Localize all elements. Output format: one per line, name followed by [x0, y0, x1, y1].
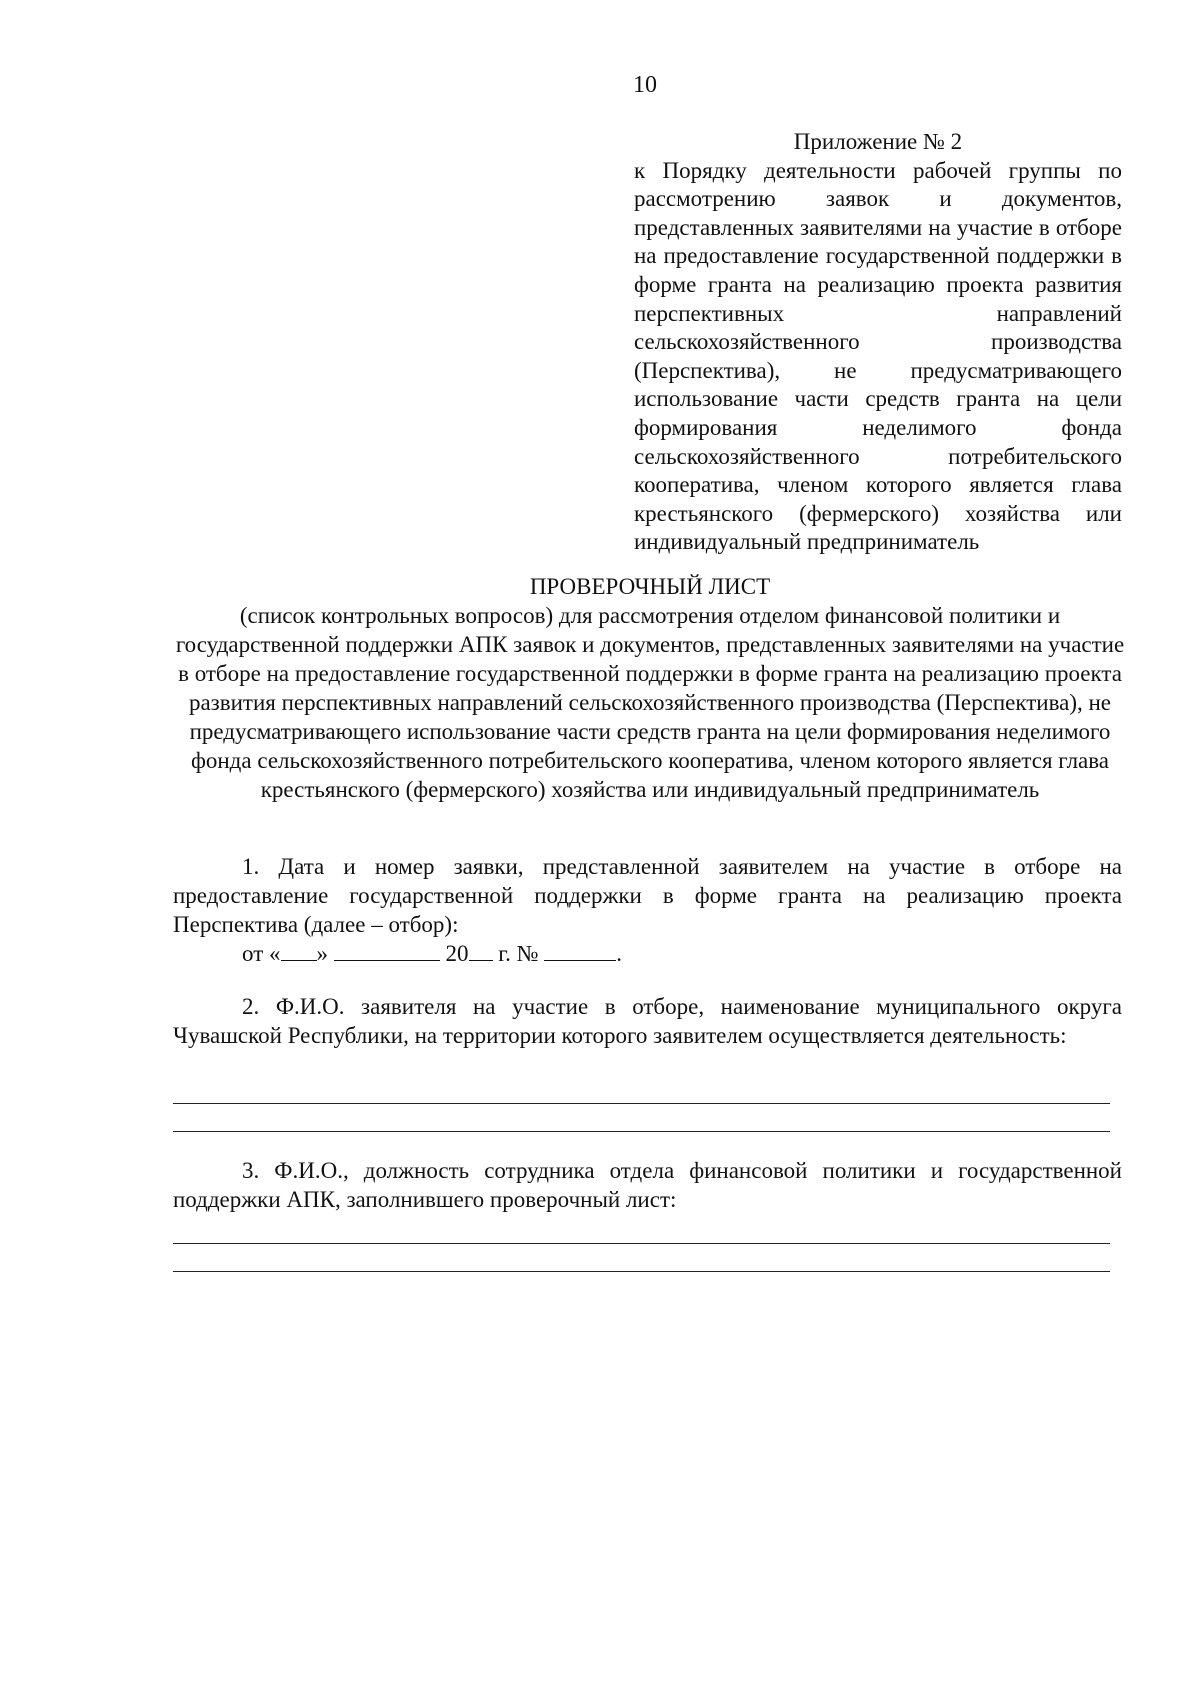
item-3 — [173, 1156, 1122, 1214]
appendix-text: к Порядку деятельности рабочей группы по рассмотрению заявок и документов, представленных заявителями на участие в отборе на предоставление государственной поддержки в форме гранта на реализацию проекта развития перспективных направлений сельскохозяйственного производства (Перспектива), не предусматривающего использование части средств гранта на цели формирования неделимого фонда сельскохозяйственного потребительского кооператива, членом которого является глава крестьянского (фермерского) хозяйства или индивидуальный предприниматель — [634, 157, 1122, 555]
item-3-text: 3. Ф.И.О., должность сотрудника отдела финансовой политики и государственной поддержки АПК, заполнившего проверочный лист: — [173, 1158, 1122, 1212]
checklist-subtitle: (список контрольных вопросов) для рассмотрения отделом финансовой политики и государственной поддержки АПК заявок и документов, представленных заявителями на участие в отборе на предоставление государственной поддержки в форме гранта на реализацию проекта развития перспективных направлений сельскохозяйственного производства (Перспектива), не предусматривающего использование части средств гранта на цели формирования неделимого фонда сельскохозяйственного потребительского кооператива, членом которого является глава крестьянского (фермерского) хозяйства или индивидуальный предприниматель — [175, 603, 1125, 802]
year-blank[interactable] — [469, 940, 493, 961]
item-1-text: 1. Дата и номер заявки, представленной заявителем на участие в отборе на предоставление государственной поддержки в форме гранта на реализацию проекта Перспектива (далее – отбор): — [173, 854, 1122, 937]
item-2-fill-line[interactable] — [173, 1131, 1110, 1132]
checklist-title: ПРОВЕРОЧНЫЙ ЛИСТ — [529, 574, 771, 599]
year-prefix: 20 — [445, 941, 469, 966]
date-line-end: . — [616, 941, 623, 966]
month-blank[interactable] — [334, 940, 440, 961]
application-number-blank[interactable] — [544, 940, 616, 961]
item-2 — [173, 992, 1122, 1050]
page-number: 10 — [633, 72, 657, 98]
item-2-fill-line[interactable] — [173, 1103, 1110, 1104]
item-1 — [173, 852, 1122, 968]
day-blank[interactable] — [281, 940, 317, 961]
appendix-title: Приложение № 2 — [793, 129, 963, 154]
date-from-label: от « — [242, 941, 281, 966]
appendix-block — [634, 128, 1122, 557]
item-2-text: 2. Ф.И.О. заявителя на участие в отборе, наименование муниципального округа Чувашской Республики, на территории которого заявителем осуществляется деятельность: — [173, 994, 1122, 1048]
item-3-fill-line[interactable] — [173, 1243, 1110, 1244]
item-3-fill-line[interactable] — [173, 1271, 1110, 1272]
checklist-header — [172, 572, 1128, 804]
date-close-quote: » — [316, 941, 328, 966]
date-number-line — [173, 939, 1122, 968]
year-suffix-number-label: г. № — [492, 941, 539, 966]
